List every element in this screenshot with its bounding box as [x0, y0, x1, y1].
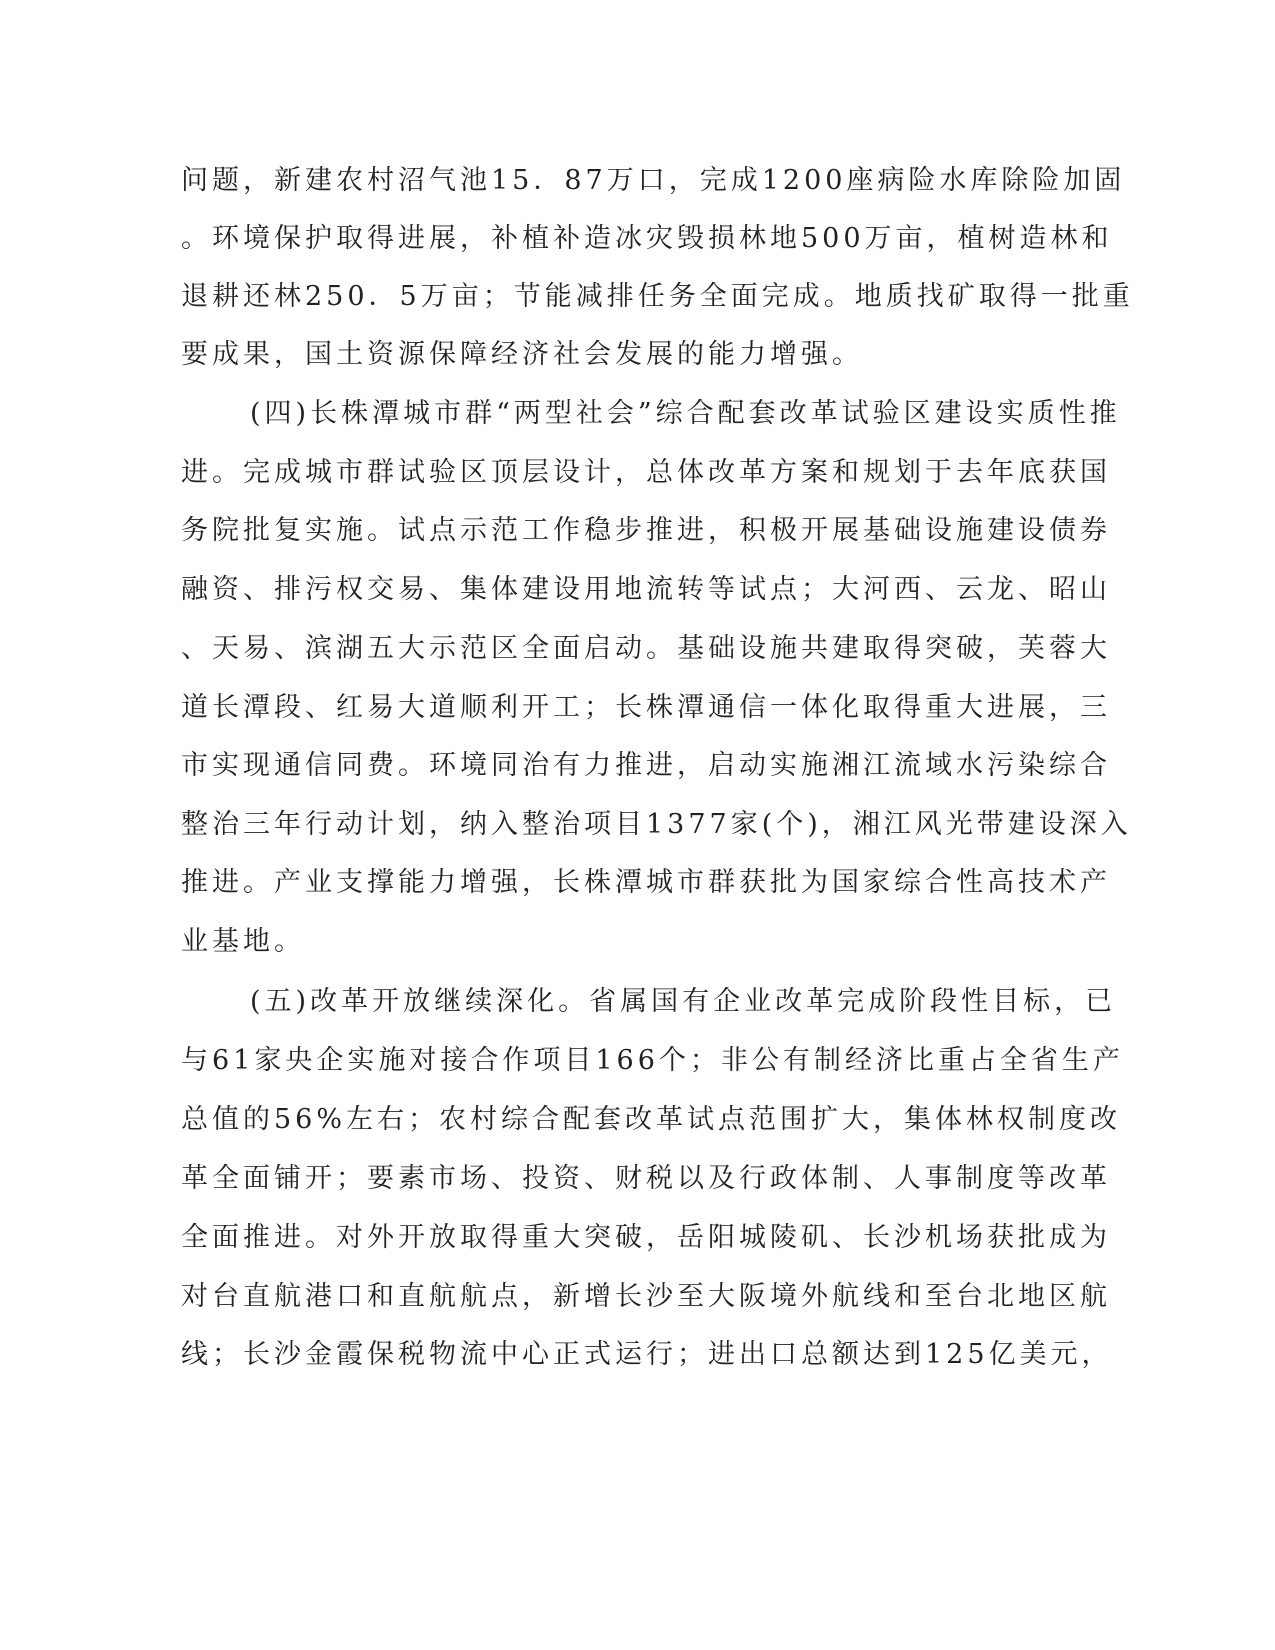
text-line: 。环境保护取得进展，补植补造冰灾毁损林地500万亩，植树造林和 — [181, 223, 1113, 254]
text-line: 业基地。 — [181, 926, 305, 957]
text-line: 线；长沙金霞保税物流中心正式运行；进出口总额达到125亿美元， — [181, 1339, 1113, 1370]
text-line: 整治三年行动计划，纳入整治项目1377家(个)，湘江风光带建设深入 — [181, 809, 1132, 840]
text-line: 要成果，国土资源保障经济社会发展的能力增强。 — [181, 339, 863, 370]
text-line: 对台直航港口和直航航点，新增长沙至大阪境外航线和至台北地区航 — [181, 1281, 1111, 1312]
text-line: 问题，新建农村沼气池15．87万口，完成1200座病险水库除险加固 — [181, 165, 1126, 196]
text-line: 退耕还林250．5万亩；节能减排任务全面完成。地质找矿取得一批重 — [181, 281, 1134, 312]
text-line: 与61家央企实施对接合作项目166个；非公有制经济比重占全省生产 — [181, 1045, 1124, 1076]
text-line: 全面推进。对外开放取得重大突破，岳阳城陵矶、长沙机场获批成为 — [181, 1222, 1111, 1253]
text-line: 务院批复实施。试点示范工作稳步推进，积极开展基础设施建设债券 — [181, 515, 1111, 546]
text-line: 总值的56%左右；农村综合配套改革试点范围扩大，集体林权制度改 — [181, 1104, 1122, 1135]
text-line: 道长潭段、红易大道顺利开工；长株潭通信一体化取得重大进展，三 — [181, 692, 1111, 723]
text-line: 推进。产业支撑能力增强，长株潭城市群获批为国家综合性高技术产 — [181, 867, 1111, 898]
paragraph-5-first-line: (五)改革开放继续深化。省属国有企业改革完成阶段性目标，已 — [250, 986, 1117, 1017]
text-line: 革全面铺开；要素市场、投资、财税以及行政体制、人事制度等改革 — [181, 1163, 1111, 1194]
text-line: 进。完成城市群试验区顶层设计，总体改革方案和规划于去年底获国 — [181, 457, 1111, 488]
text-line: 市实现通信同费。环境同治有力推进，启动实施湘江流域水污染综合 — [181, 750, 1111, 781]
text-line: 融资、排污权交易、集体建设用地流转等试点；大河西、云龙、昭山 — [181, 574, 1111, 605]
paragraph-4-first-line: (四)长株潭城市群“两型社会”综合配套改革试验区建设实质性推 — [250, 398, 1121, 429]
text-line: 、天易、滨湖五大示范区全面启动。基础设施共建取得突破，芙蓉大 — [181, 633, 1111, 664]
